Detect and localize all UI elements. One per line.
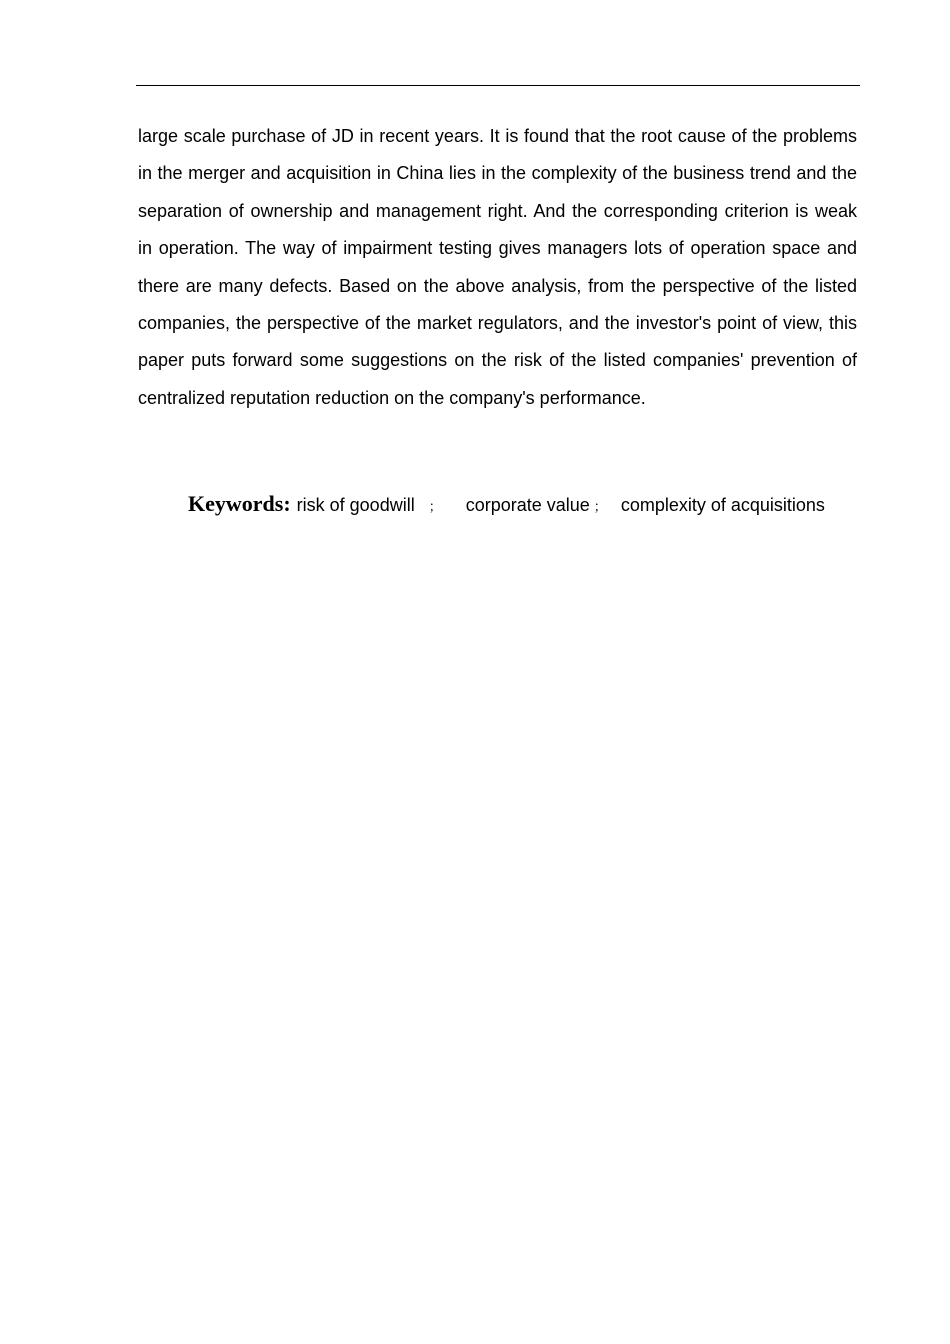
keyword-item: corporate value: [465, 495, 590, 515]
keyword-item: risk of goodwill: [296, 495, 415, 515]
keywords-label: Keywords:: [188, 491, 291, 516]
abstract-paragraph: large scale purchase of JD in recent years. It is found that the root cause of the problems in the merger and acquisition in China lies in the complexity of the business trend and the separation of ownership and management right. And the corresponding criterion is weak in operation. The way of impairment testing gives managers lots of operation space and there are many defects. Based on the above analysis, from the perspective of the listed companies, the perspective of the market regulators, and the investor's point of view, this paper puts forward some suggestions on the risk of the listed companies' prevention of centralized reputation reduction on the company's performance.: [138, 126, 857, 408]
keyword-separator: ；: [428, 500, 442, 515]
keyword-item: complexity of acquisitions: [620, 495, 825, 515]
keyword-separator: ；: [593, 500, 607, 515]
header-rule: [136, 85, 860, 86]
keywords-line: [188, 491, 857, 525]
